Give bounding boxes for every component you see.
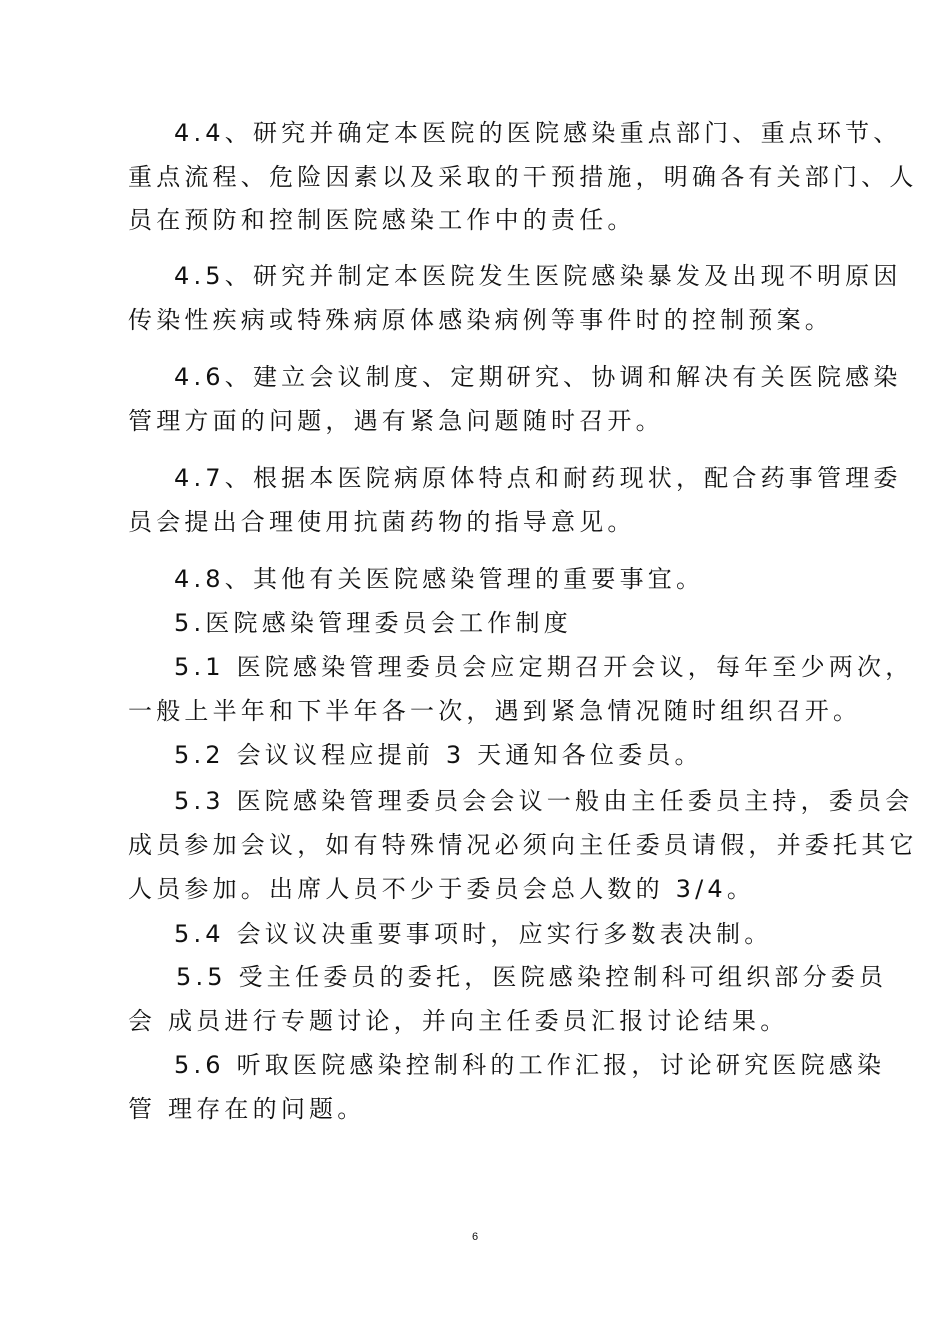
text-line-5-5-b: 会 成员进行专题讨论，并向主任委员汇报讨论结果。 xyxy=(128,1007,789,1035)
text-line-5-3-c: 人员参加。出席人员不少于委员会总人数的 3/4。 xyxy=(128,875,756,903)
text-line-4-4-a: 4.4、研究并确定本医院的医院感染重点部门、重点环节、 xyxy=(174,119,902,147)
text-line-5-2: 5.2 会议议程应提前 3 天通知各位委员。 xyxy=(174,741,703,769)
text-line-5-1-a: 5.1 医院感染管理委员会应定期召开会议，每年至少两次， xyxy=(174,653,914,681)
page-number: 6 xyxy=(471,1231,479,1243)
text-line-5-3-b: 成员参加会议，如有特殊情况必须向主任委员请假，并委托其它 xyxy=(128,831,918,859)
text-line-5-6-a: 5.6 听取医院感染控制科的工作汇报，讨论研究医院感染 xyxy=(174,1051,886,1079)
text-line-5-3-a: 5.3 医院感染管理委员会会议一般由主任委员主持，委员会 xyxy=(174,787,914,815)
text-line-4-6-a: 4.6、建立会议制度、定期研究、协调和解决有关医院感染 xyxy=(174,363,902,391)
text-line-5-1-b: 一般上半年和下半年各一次，遇到紧急情况随时组织召开。 xyxy=(128,697,862,725)
text-line-4-4-b: 重点流程、危险因素以及采取的干预措施，明确各有关部门、人 xyxy=(128,163,918,191)
text-line-5-6-b: 管 理存在的问题。 xyxy=(128,1095,366,1123)
text-line-4-5-a: 4.5、研究并制定本医院发生医院感染暴发及出现不明原因 xyxy=(174,262,902,290)
text-line-4-8: 4.8、其他有关医院感染管理的重要事宜。 xyxy=(174,565,705,593)
text-line-5-5-a: 5.5 受主任委员的委托，医院感染控制科可组织部分委员 xyxy=(176,963,888,991)
text-line-4-7-a: 4.7、根据本医院病原体特点和耐药现状，配合药事管理委 xyxy=(174,464,902,492)
section-heading-5: 5.医院感染管理委员会工作制度 xyxy=(174,609,572,637)
text-line-4-5-b: 传染性疾病或特殊病原体感染病例等事件时的控制预案。 xyxy=(128,306,833,334)
text-line-5-4: 5.4 会议议决重要事项时，应实行多数表决制。 xyxy=(174,920,773,948)
text-line-4-6-b: 管理方面的问题，遇有紧急问题随时召开。 xyxy=(128,407,664,435)
text-line-4-4-c: 员在预防和控制医院感染工作中的责任。 xyxy=(128,206,636,234)
text-line-4-7-b: 员会提出合理使用抗菌药物的指导意见。 xyxy=(128,508,636,536)
